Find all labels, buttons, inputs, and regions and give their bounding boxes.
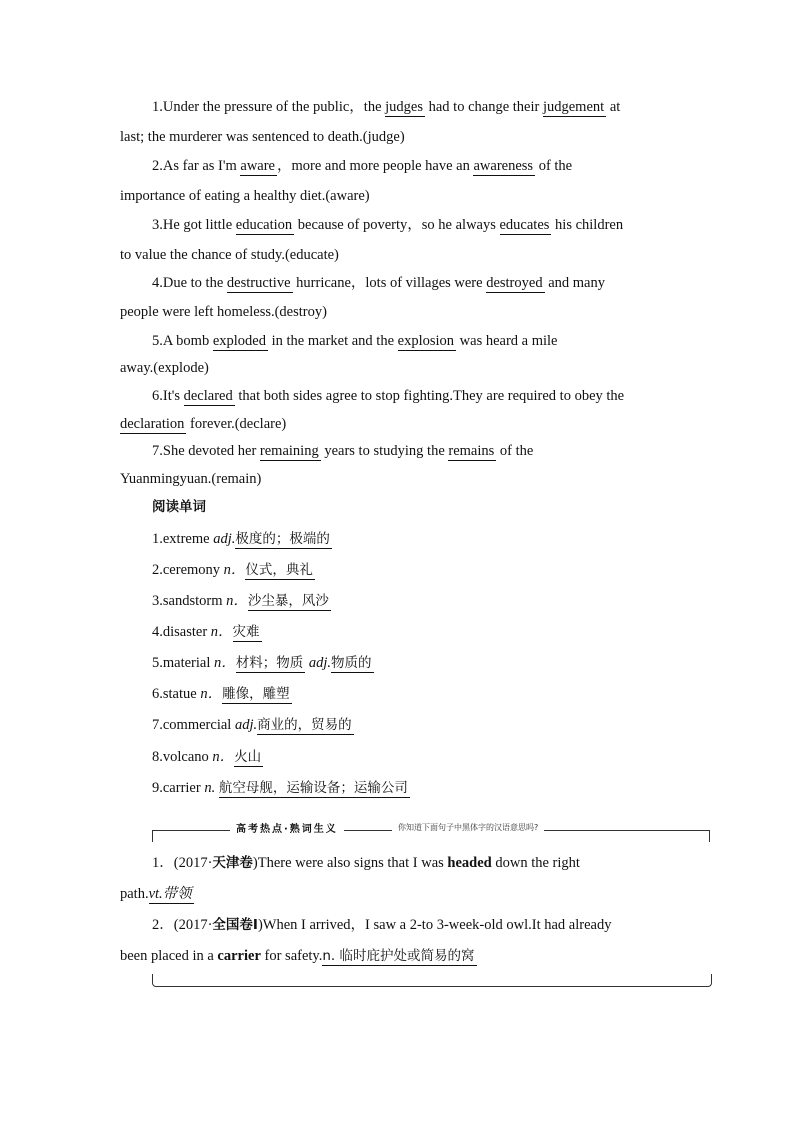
exercise-5-line-1 bbox=[152, 331, 558, 351]
vocab-item bbox=[152, 715, 354, 735]
part-of-speech: adj. bbox=[234, 717, 258, 733]
vocab-word: 4.disaster bbox=[152, 624, 211, 640]
text: )There were also signs that I was bbox=[252, 855, 448, 871]
meaning: 灾难 bbox=[232, 624, 260, 640]
text: down the right bbox=[491, 855, 580, 871]
text: 3.He got little bbox=[152, 217, 236, 233]
text: been placed in a bbox=[120, 948, 218, 964]
exercise-7-line-2: Yuanmingyuan.(remain) bbox=[120, 471, 262, 487]
part-of-speech: n． bbox=[210, 624, 233, 640]
exercise-1-line-2: last; the murderer was sentenced to death.(judge) bbox=[120, 129, 405, 145]
text: 4.Due to the bbox=[152, 275, 227, 291]
answer-blank: declared bbox=[183, 388, 233, 404]
answer-blank: judges bbox=[385, 99, 423, 115]
vocab-item bbox=[152, 684, 292, 704]
text: path. bbox=[120, 886, 149, 902]
box-item-2-line-2 bbox=[120, 946, 477, 966]
text: 2．(2017· bbox=[152, 917, 213, 933]
text: was heard a mile bbox=[456, 333, 558, 349]
vocab-word: 3.sandstorm bbox=[152, 593, 227, 609]
exercise-6-line-2 bbox=[120, 414, 286, 434]
answer: n. 临时庇护处或简易的窝 bbox=[322, 948, 475, 964]
part-of-speech: n． bbox=[200, 686, 223, 702]
meaning: 商业的，贸易的 bbox=[257, 717, 352, 733]
divider bbox=[152, 830, 153, 842]
answer: vt.带领 bbox=[148, 886, 192, 902]
text: for safety. bbox=[260, 948, 323, 964]
exercise-3-line-1 bbox=[152, 215, 623, 235]
part-of-speech: n． bbox=[212, 749, 235, 765]
text: 6.It's bbox=[152, 388, 184, 404]
answer-blank: declaration bbox=[120, 416, 185, 432]
keyword: headed bbox=[447, 855, 492, 871]
exercise-4-line-2: people were left homeless.(destroy) bbox=[120, 304, 327, 320]
text: his children bbox=[551, 217, 624, 233]
meaning: 航空母舰，运输设备；运输公司 bbox=[218, 780, 408, 796]
box-item-1-line-1 bbox=[152, 853, 580, 873]
text: 1.Under the pressure of the public，the bbox=[152, 99, 386, 115]
text: 1．(2017· bbox=[152, 855, 213, 871]
keyword: carrier bbox=[217, 948, 261, 964]
vocab-word: 2.ceremony bbox=[152, 562, 224, 578]
box-item-2-line-1 bbox=[152, 915, 611, 935]
meaning: 极度的；极端的 bbox=[235, 531, 330, 547]
part-of-speech: n． bbox=[226, 593, 248, 609]
exercise-3-line-2: to value the chance of study.(educate) bbox=[120, 247, 339, 263]
exercise-4-line-1 bbox=[152, 273, 605, 293]
meaning: 仪式，典礼 bbox=[245, 562, 313, 578]
answer-blank: explosion bbox=[397, 333, 455, 349]
meaning: 雕像，雕塑 bbox=[222, 686, 290, 702]
vocab-item bbox=[152, 653, 374, 673]
vocab-word: 5.material bbox=[152, 655, 215, 671]
source: 全国卷Ⅰ bbox=[212, 917, 258, 933]
answer-blank: remaining bbox=[259, 443, 319, 459]
meaning: 火山 bbox=[234, 749, 262, 765]
answer-blank: destructive bbox=[226, 275, 291, 291]
text: )When I arrived，I saw a 2-to 3-week-old owl.It had already bbox=[257, 917, 612, 933]
text: had to change their bbox=[425, 99, 543, 115]
vocab-item bbox=[152, 622, 262, 642]
text: of the bbox=[535, 158, 573, 174]
box-tag: 高考热点·熟词生义 bbox=[230, 820, 344, 840]
text: in the market and the bbox=[267, 333, 398, 349]
vocab-word: 6.statue bbox=[152, 686, 201, 702]
text: hurricane，lots of villages were bbox=[292, 275, 487, 291]
exercise-5-line-2: away.(explode) bbox=[120, 360, 209, 376]
answer-blank: education bbox=[235, 217, 293, 233]
text: that both sides agree to stop fighting.They are required to obey the bbox=[234, 388, 625, 404]
part-of-speech: n． bbox=[214, 655, 236, 671]
meaning: 材料；物质 bbox=[235, 655, 304, 671]
vocab-word: 1.extreme bbox=[152, 531, 214, 547]
meaning: 沙尘暴，风沙 bbox=[247, 593, 329, 609]
text: years to studying the bbox=[320, 443, 449, 459]
section-title: 阅读单词 bbox=[152, 499, 206, 515]
hotspot-box-header bbox=[152, 820, 710, 844]
answer-blank: aware bbox=[240, 158, 275, 174]
exercise-7-line-1 bbox=[152, 441, 533, 461]
exercise-6-line-1 bbox=[152, 386, 624, 406]
vocab-item bbox=[152, 560, 315, 580]
box-hint: 你知道下面句子中黑体字的汉语意思吗? bbox=[392, 820, 544, 836]
vocab-word: 7.commercial bbox=[152, 717, 235, 733]
part-of-speech: n. bbox=[204, 780, 216, 796]
text: and many bbox=[544, 275, 605, 291]
text: at bbox=[606, 99, 621, 115]
text: 5.A bomb bbox=[152, 333, 213, 349]
answer-blank: exploded bbox=[212, 333, 266, 349]
exercise-1-line-1 bbox=[152, 97, 620, 117]
exercise-2-line-2: importance of eating a healthy diet.(aware) bbox=[120, 188, 370, 204]
vocab-item bbox=[152, 529, 332, 549]
vocab-word: 9.carrier bbox=[152, 780, 205, 796]
vocab-word: 8.volcano bbox=[152, 749, 213, 765]
text: ，more and more people have an bbox=[277, 158, 474, 174]
vocab-item bbox=[152, 591, 331, 611]
answer-blank: remains bbox=[448, 443, 495, 459]
answer-blank: judgement bbox=[542, 99, 605, 115]
text: forever.(declare) bbox=[186, 416, 287, 432]
answer-blank: educates bbox=[499, 217, 550, 233]
answer-blank: destroyed bbox=[486, 275, 543, 291]
text: because of poverty，so he always bbox=[294, 217, 500, 233]
hotspot-box-footer bbox=[152, 974, 712, 987]
exercise-2-line-1 bbox=[152, 156, 572, 176]
answer-blank: awareness bbox=[473, 158, 534, 174]
text: 2.As far as I'm bbox=[152, 158, 241, 174]
divider bbox=[709, 830, 710, 842]
part-of-speech: adj. bbox=[308, 655, 332, 671]
vocab-item bbox=[152, 778, 410, 798]
vocab-item bbox=[152, 747, 263, 767]
source: 天津卷 bbox=[212, 855, 253, 871]
text: of the bbox=[496, 443, 534, 459]
part-of-speech: n． bbox=[223, 562, 246, 578]
part-of-speech: adj. bbox=[213, 531, 236, 547]
text: 7.She devoted her bbox=[152, 443, 260, 459]
meaning: 物质的 bbox=[331, 655, 372, 671]
box-item-1-line-2 bbox=[120, 884, 194, 904]
